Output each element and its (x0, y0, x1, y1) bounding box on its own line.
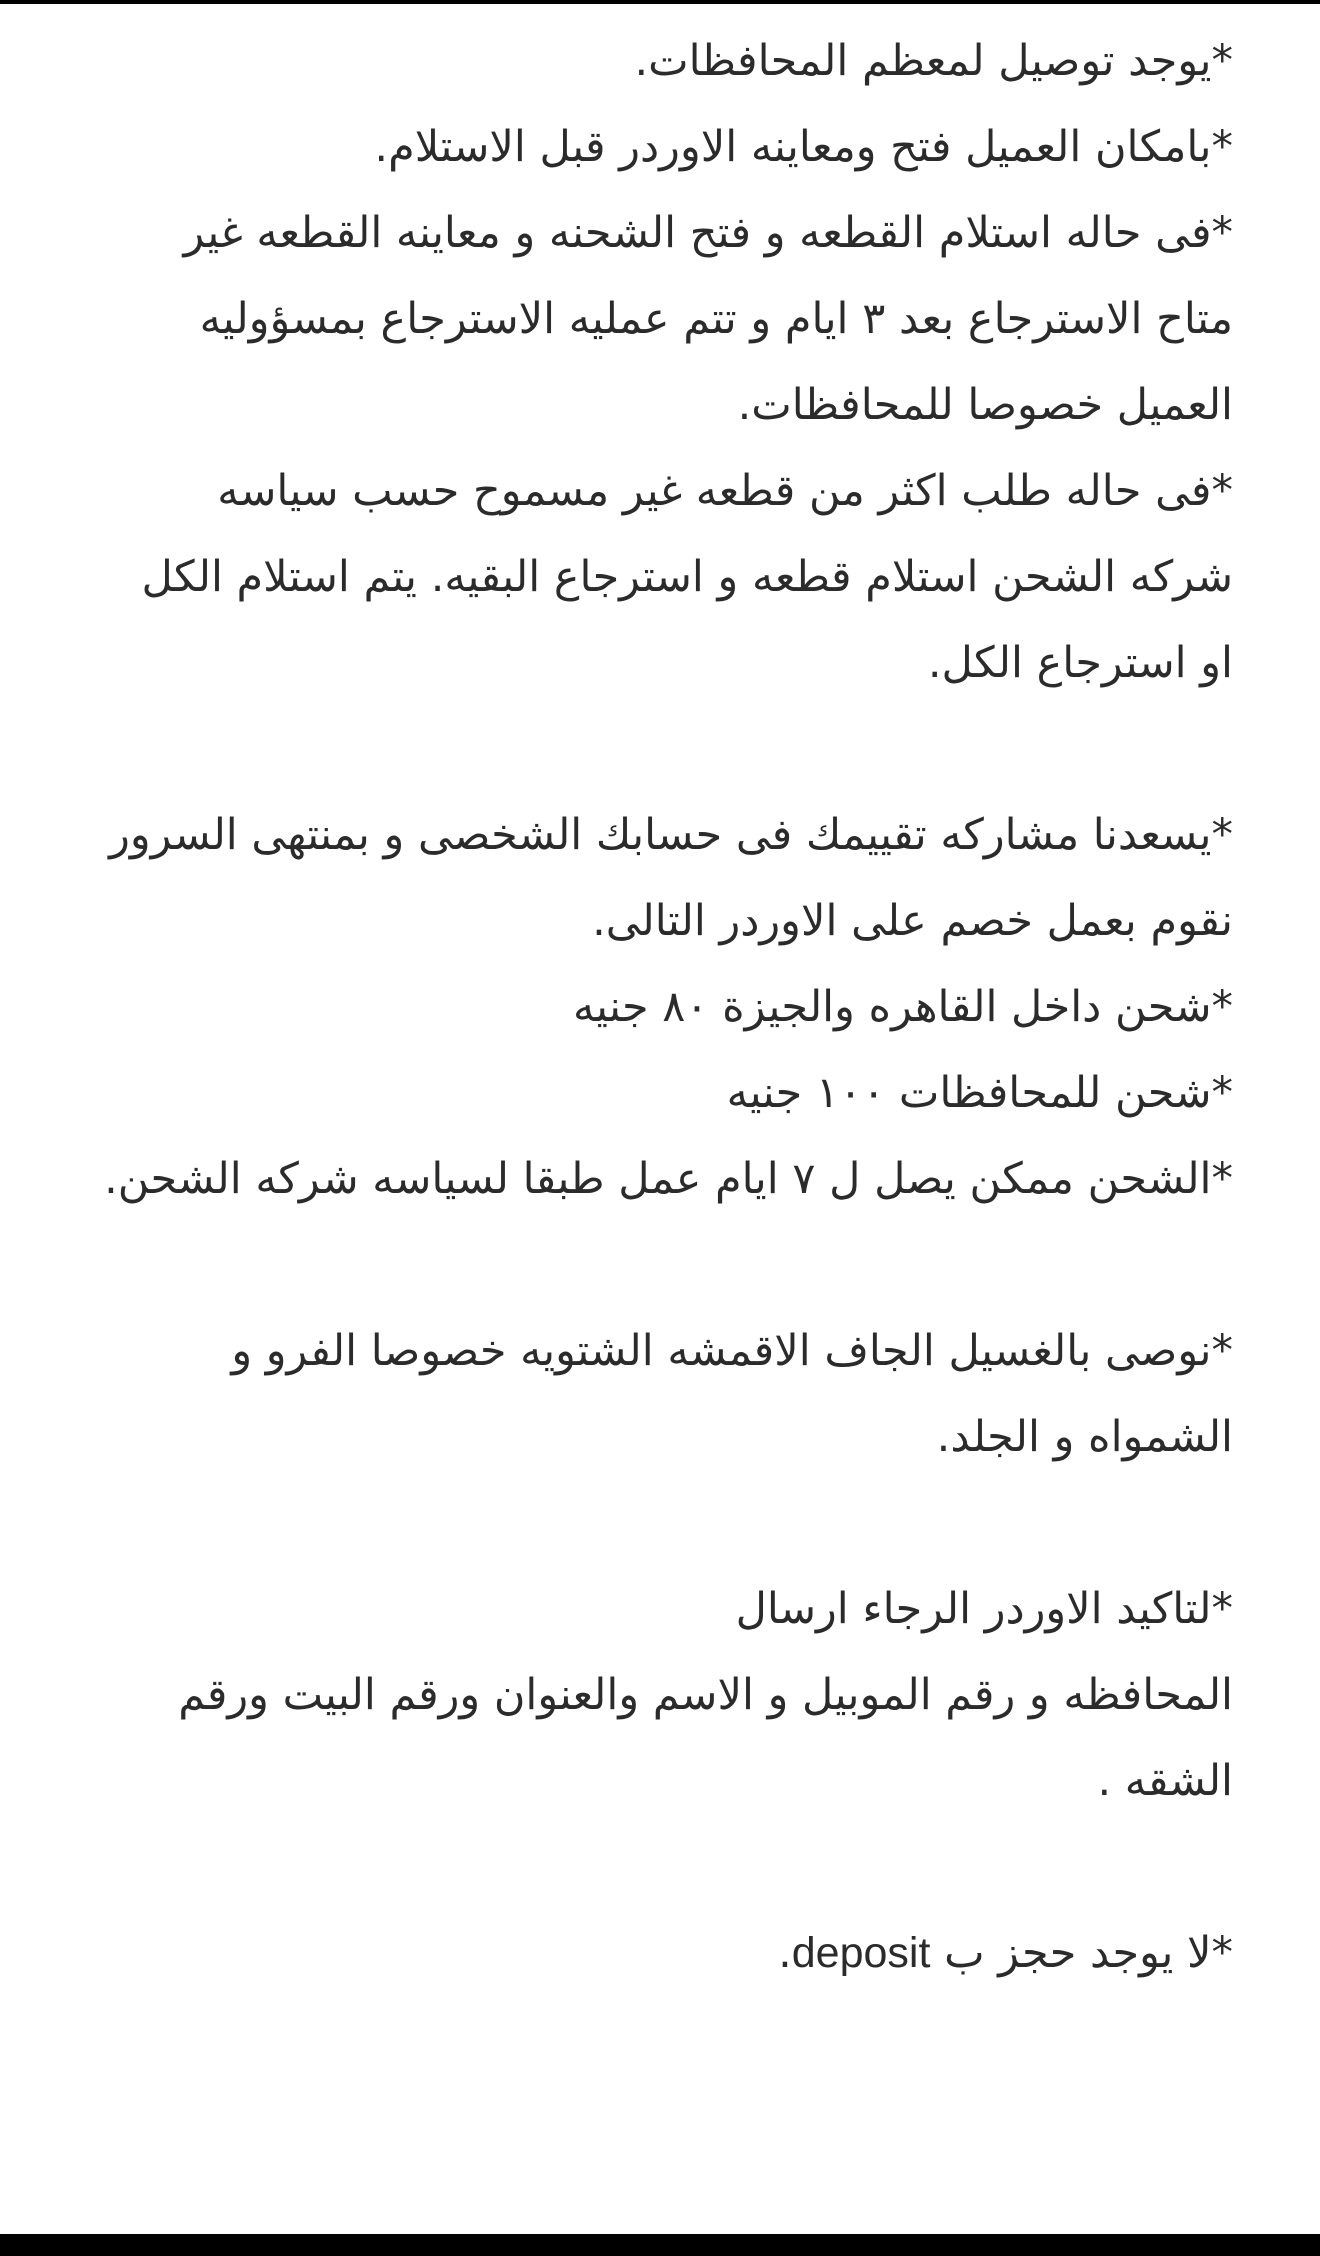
shipping-governorates-note: *شحن للمحافظات ١٠٠ جنيه (726, 1068, 1233, 1118)
paragraph-gap (103, 706, 1233, 792)
top-rule (0, 0, 1320, 4)
deposit-word: deposit (791, 1929, 931, 1977)
inspect-note: *بامكان العميل فتح ومعاينه الاوردر قبل الاستلام. (374, 122, 1233, 172)
multi-piece-note: *فى حاله طلب اكثر من قطعه غير مسموح حسب سياسه شركه الشحن استلام قطعه و استرجاع البقيه. يتم استلام الكل او استرجاع الكل. (141, 466, 1233, 688)
deposit-note-suffix: . (778, 1928, 792, 1978)
paragraph-gap (103, 1824, 1233, 1910)
dry-clean-note: *نوصى بالغسيل الجاف الاقمشه الشتويه خصوصا الفرو و الشمواه و الجلد. (231, 1326, 1233, 1462)
bottom-bar (0, 2234, 1320, 2256)
return-policy-note: *فى حاله استلام القطعه و فتح الشحنه و معاينه القطعه غير متاح الاسترجاع بعد ٣ ايام و تتم عمليه الاسترجاع بمسؤوليه العميل خصوصا للمحافظات. (183, 208, 1233, 430)
paragraph-gap (103, 1222, 1233, 1308)
shipping-time-note: *الشحن ممكن يصل ل ٧ ايام عمل طبقا لسياسه شركه الشحن. (104, 1154, 1233, 1204)
deposit-note (103, 1910, 1233, 1996)
delivery-note: *يوجد توصيل لمعظم المحافظات. (634, 36, 1233, 86)
description-text (103, 18, 1233, 1996)
confirm-order-note: *لتاكيد الاوردر الرجاء ارسال المحافظه و رقم الموبيل و الاسم والعنوان ورقم البيت ورقم الشقه . (178, 1584, 1233, 1806)
deposit-note-prefix: *لا يوجد حجز ب (930, 1928, 1233, 1978)
paragraph-gap (103, 1480, 1233, 1566)
review-discount-note: *يسعدنا مشاركه تقييمك فى حسابك الشخصى و بمنتهى السرور نقوم بعمل خصم على الاوردر التالى. (109, 810, 1233, 946)
shipping-cairo-note: *شحن داخل القاهره والجيزة ٨٠ جنيه (572, 982, 1233, 1032)
